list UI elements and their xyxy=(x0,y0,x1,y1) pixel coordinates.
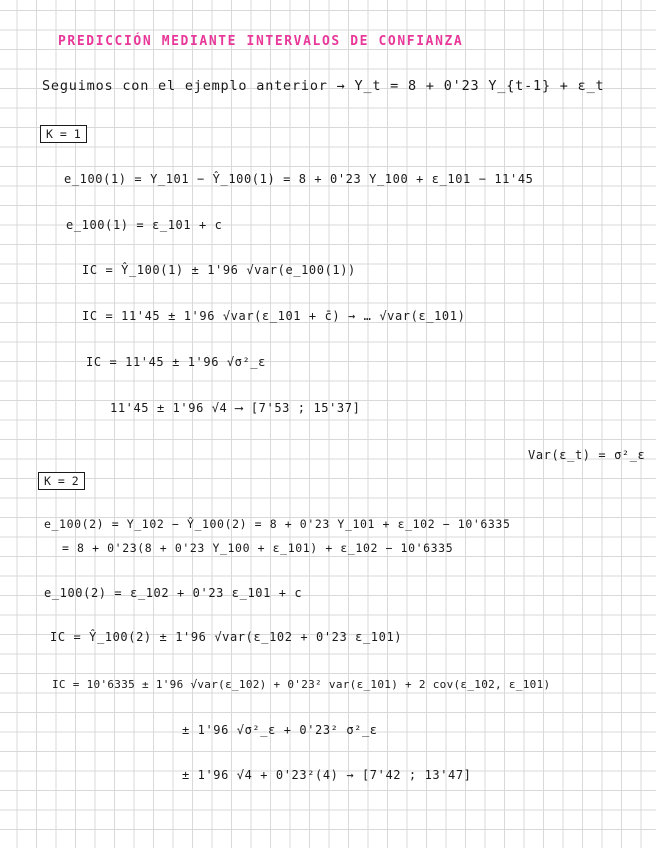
k1-ic-substituted: IC = 11'45 ± 1'96 √var(ε_101 + c̄) → … √var(ε_101) xyxy=(82,309,466,323)
k1-ic-result: 11'45 ± 1'96 √4 ⟶ [7'53 ; 15'37] xyxy=(110,401,361,415)
page-title: PREDICCIÓN MEDIANTE INTERVALOS DE CONFIANZA xyxy=(58,34,464,49)
k1-error-line: e_100(1) = Y_101 − Ŷ_100(1) = 8 + 0'23 Y_100 + ε_101 − 11'45 xyxy=(64,172,534,186)
k2-error-expanded: = 8 + 0'23(8 + 0'23 Y_100 + ε_101) + ε_102 − 10'6335 xyxy=(62,541,454,555)
k2-error-line: e_100(2) = Y_102 − Ŷ_100(2) = 8 + 0'23 Y_101 + ε_102 − 10'6335 xyxy=(44,517,511,531)
k2-ic-substituted: IC = 10'6335 ± 1'96 √var(ε_102) + 0'23² var(ε_101) + 2 cov(ε_102, ε_101) xyxy=(52,678,551,691)
k2-ic-sigma: ± 1'96 √σ²_ε + 0'23² σ²_ε xyxy=(182,723,378,737)
k1-ic-sigma: IC = 11'45 ± 1'96 √σ²_ε xyxy=(86,355,266,369)
k2-ic-result: ± 1'96 √4 + 0'23²(4) → [7'42 ; 13'47] xyxy=(182,768,472,782)
k2-label-box: K = 2 xyxy=(38,472,85,490)
k1-ic-formula: IC = Ŷ_100(1) ± 1'96 √var(e_100(1)) xyxy=(82,263,356,277)
k2-ic-formula: IC = Ŷ_100(2) ± 1'96 √var(ε_102 + 0'23 ε_101) xyxy=(50,630,403,644)
k2-error-simplified: e_100(2) = ε_102 + 0'23 ε_101 + c xyxy=(44,586,303,600)
k1-error-simplified: e_100(1) = ε_101 + c xyxy=(66,218,223,232)
intro-model-line: Seguimos con el ejemplo anterior → Y_t = 8 + 0'23 Y_{t-1} + ε_t xyxy=(42,78,605,94)
k1-label-box: K = 1 xyxy=(40,125,87,143)
variance-note: Var(ε_t) = σ²_ε xyxy=(528,448,646,462)
